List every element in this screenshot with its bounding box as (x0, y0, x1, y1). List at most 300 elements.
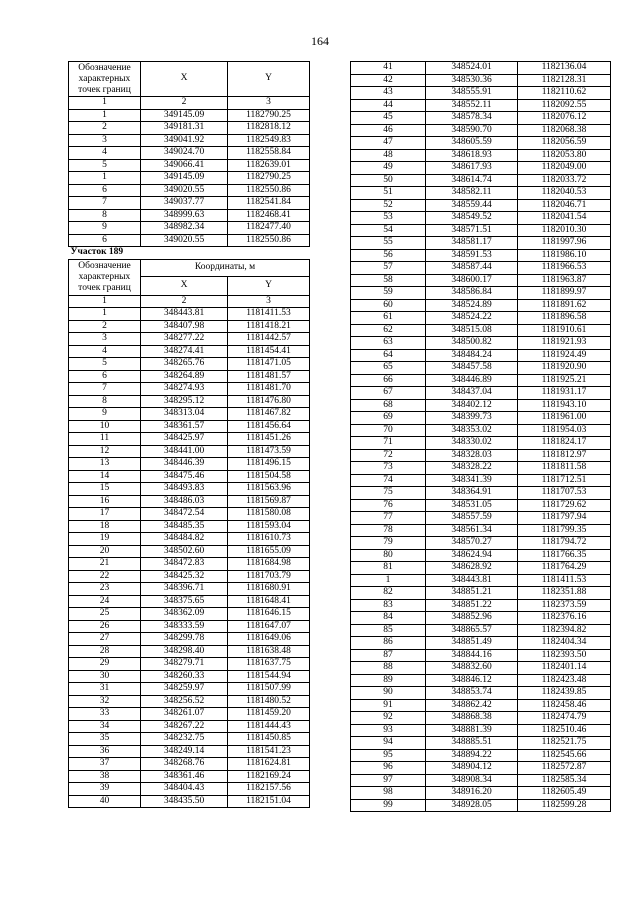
point-number-cell: 24 (69, 595, 141, 608)
y-coordinate-cell: 1182010.30 (518, 224, 611, 237)
table-row (69, 708, 310, 721)
y-coordinate-cell: 1182128.31 (518, 74, 611, 87)
point-number-cell: 19 (69, 533, 141, 546)
y-coordinate-cell: 1181655.09 (228, 545, 310, 558)
x-header: X (141, 276, 228, 295)
table-row (69, 383, 310, 396)
table-row (351, 124, 611, 137)
x-coordinate-cell: 348557.59 (426, 512, 518, 525)
y-coordinate-cell: 1182585.34 (518, 774, 611, 787)
table-row (351, 112, 611, 125)
point-number-cell: 38 (69, 770, 141, 783)
table-row (351, 187, 611, 200)
y-coordinate-cell: 1181684.98 (228, 558, 310, 571)
point-number-cell: 44 (351, 99, 426, 112)
table-row (351, 362, 611, 375)
table-row (351, 237, 611, 250)
point-number-cell: 3 (69, 134, 141, 147)
x-coordinate-cell: 348570.27 (426, 537, 518, 550)
x-coordinate-cell: 348274.93 (141, 383, 228, 396)
x-header: X (141, 62, 228, 97)
x-coordinate-cell: 348549.52 (426, 212, 518, 225)
x-coordinate-cell: 348524.89 (426, 299, 518, 312)
x-coordinate-cell: 348928.05 (426, 799, 518, 812)
column-number: 1 (69, 295, 141, 308)
table-row (351, 599, 611, 612)
x-coordinate-cell: 348279.71 (141, 658, 228, 671)
x-coordinate-cell: 348298.40 (141, 645, 228, 658)
y-coordinate-cell: 1182373.59 (518, 599, 611, 612)
table-row (69, 308, 310, 321)
x-coordinate-cell: 348261.07 (141, 708, 228, 721)
y-coordinate-cell: 1181891.62 (518, 299, 611, 312)
table-row (351, 699, 611, 712)
table-row (69, 620, 310, 633)
table-row (351, 749, 611, 762)
x-coordinate-cell: 348268.76 (141, 758, 228, 771)
x-coordinate-cell: 348407.98 (141, 320, 228, 333)
y-coordinate-cell: 1181794.72 (518, 537, 611, 550)
y-coordinate-cell: 1181471.05 (228, 358, 310, 371)
x-coordinate-cell: 348260.33 (141, 670, 228, 683)
x-coordinate-cell: 348299.78 (141, 633, 228, 646)
point-number-cell: 46 (351, 124, 426, 137)
x-coordinate-cell: 348852.96 (426, 612, 518, 625)
y-coordinate-cell: 1182599.28 (518, 799, 611, 812)
table-row (351, 349, 611, 362)
table-row (69, 109, 310, 122)
x-coordinate-cell: 348484.82 (141, 533, 228, 546)
table-row (69, 483, 310, 496)
point-number-cell: 88 (351, 662, 426, 675)
table-row (69, 495, 310, 508)
y-coordinate-cell: 1181504.58 (228, 470, 310, 483)
y-coordinate-cell: 1181569.87 (228, 495, 310, 508)
y-coordinate-cell: 1181481.70 (228, 383, 310, 396)
y-coordinate-cell: 1181797.94 (518, 512, 611, 525)
x-coordinate-cell: 348364.91 (426, 487, 518, 500)
y-coordinate-cell: 1181954.03 (518, 424, 611, 437)
y-coordinate-cell: 1182572.87 (518, 762, 611, 775)
y-coordinate-cell: 1181707.53 (518, 487, 611, 500)
x-coordinate-cell: 348328.22 (426, 462, 518, 475)
header-row (69, 62, 310, 97)
table-row (69, 122, 310, 135)
x-coordinate-cell: 348618.93 (426, 149, 518, 162)
x-coordinate-cell: 348341.39 (426, 474, 518, 487)
point-number-cell: 53 (351, 212, 426, 225)
x-coordinate-cell: 348264.89 (141, 370, 228, 383)
point-number-cell: 6 (69, 184, 141, 197)
x-coordinate-cell: 348982.34 (141, 222, 228, 235)
column-number-row (69, 97, 310, 110)
point-number-cell: 32 (69, 695, 141, 708)
table-row (69, 533, 310, 546)
point-number-cell: 6 (69, 370, 141, 383)
table-row (69, 645, 310, 658)
y-coordinate-cell: 1181638.48 (228, 645, 310, 658)
table-row (351, 74, 611, 87)
y-coordinate-cell: 1181480.52 (228, 695, 310, 708)
point-number-cell: 40 (69, 795, 141, 808)
point-number-cell: 47 (351, 137, 426, 150)
table-row (69, 758, 310, 771)
y-coordinate-cell: 1181712.51 (518, 474, 611, 487)
y-coordinate-cell: 1182076.12 (518, 112, 611, 125)
x-coordinate-cell: 348832.60 (426, 662, 518, 675)
right-table-body (351, 62, 611, 812)
point-number-cell: 80 (351, 549, 426, 562)
x-coordinate-cell: 348851.21 (426, 587, 518, 600)
x-coordinate-cell: 348277.22 (141, 333, 228, 346)
y-coordinate-cell: 1182110.62 (518, 87, 611, 100)
point-number-cell: 26 (69, 620, 141, 633)
x-coordinate-cell: 348256.52 (141, 695, 228, 708)
table-row (69, 433, 310, 446)
point-number-cell: 77 (351, 512, 426, 525)
point-number-cell: 63 (351, 337, 426, 350)
point-number-cell: 1 (69, 172, 141, 185)
point-number-cell: 3 (69, 333, 141, 346)
y-coordinate-cell: 1181811.58 (518, 462, 611, 475)
point-number-cell: 34 (69, 720, 141, 733)
point-number-cell: 85 (351, 624, 426, 637)
x-coordinate-cell: 348493.83 (141, 483, 228, 496)
point-number-cell: 62 (351, 324, 426, 337)
point-number-cell: 7 (69, 197, 141, 210)
y-coordinate-cell: 1181442.57 (228, 333, 310, 346)
x-coordinate-cell: 348404.43 (141, 783, 228, 796)
y-coordinate-cell: 1181411.53 (228, 308, 310, 321)
y-coordinate-cell: 1182056.59 (518, 137, 611, 150)
point-number-cell: 61 (351, 312, 426, 325)
y-coordinate-cell: 1181473.59 (228, 445, 310, 458)
x-coordinate-cell: 349181.31 (141, 122, 228, 135)
point-number-cell: 93 (351, 724, 426, 737)
table-row (69, 633, 310, 646)
table-row (69, 370, 310, 383)
x-coordinate-cell: 348484.24 (426, 349, 518, 362)
table-row (351, 474, 611, 487)
x-coordinate-cell: 348457.58 (426, 362, 518, 375)
y-coordinate-cell: 1181444.43 (228, 720, 310, 733)
table-row (351, 799, 611, 812)
x-coordinate-cell: 348328.03 (426, 449, 518, 462)
column-number: 2 (141, 295, 228, 308)
x-coordinate-cell: 348571.51 (426, 224, 518, 237)
point-number-cell: 76 (351, 499, 426, 512)
table-row (351, 224, 611, 237)
y-coordinate-cell: 1182401.14 (518, 662, 611, 675)
x-coordinate-cell: 348274.41 (141, 345, 228, 358)
table-row (69, 770, 310, 783)
y-coordinate-cell: 1182549.83 (228, 134, 310, 147)
point-number-cell: 70 (351, 424, 426, 437)
x-coordinate-cell: 348446.89 (426, 374, 518, 387)
table-row (351, 637, 611, 650)
point-number-cell: 75 (351, 487, 426, 500)
y-coordinate-cell: 1182157.56 (228, 783, 310, 796)
table-row (69, 197, 310, 210)
x-coordinate-cell: 348472.83 (141, 558, 228, 571)
x-coordinate-cell: 348552.11 (426, 99, 518, 112)
table-row (351, 449, 611, 462)
point-number-cell: 84 (351, 612, 426, 625)
point-number-cell: 72 (351, 449, 426, 462)
y-coordinate-cell: 1182041.54 (518, 212, 611, 225)
point-number-cell: 6 (69, 234, 141, 247)
point-number-cell: 5 (69, 358, 141, 371)
table-row (351, 374, 611, 387)
table-row (351, 774, 611, 787)
y-coordinate-cell: 1181799.35 (518, 524, 611, 537)
table-row (351, 99, 611, 112)
y-coordinate-cell: 1181593.04 (228, 520, 310, 533)
y-coordinate-cell: 1181646.15 (228, 608, 310, 621)
x-coordinate-cell: 348524.22 (426, 312, 518, 325)
table-row (69, 795, 310, 808)
coordinates-header: Координаты, м (141, 259, 310, 276)
table-row (69, 395, 310, 408)
table-row (351, 287, 611, 300)
x-coordinate-cell: 348402.12 (426, 399, 518, 412)
table-row (351, 312, 611, 325)
y-coordinate-cell: 1182046.71 (518, 199, 611, 212)
table-row (69, 172, 310, 185)
table-row (69, 558, 310, 571)
point-number-cell: 23 (69, 583, 141, 596)
column-number-row (69, 295, 310, 308)
point-number-cell: 59 (351, 287, 426, 300)
x-coordinate-cell: 349145.09 (141, 172, 228, 185)
y-coordinate-cell: 1181637.75 (228, 658, 310, 671)
y-coordinate-cell: 1181541.23 (228, 745, 310, 758)
table-row (351, 612, 611, 625)
table-row (69, 209, 310, 222)
x-coordinate-cell: 348555.91 (426, 87, 518, 100)
point-number-cell: 37 (69, 758, 141, 771)
point-number-cell: 96 (351, 762, 426, 775)
x-coordinate-cell: 348486.03 (141, 495, 228, 508)
point-number-cell: 90 (351, 687, 426, 700)
table-row (351, 249, 611, 262)
point-number-cell: 67 (351, 387, 426, 400)
table-row (351, 437, 611, 450)
y-coordinate-cell: 1181924.49 (518, 349, 611, 362)
point-number-cell: 12 (69, 445, 141, 458)
y-coordinate-cell: 1181467.82 (228, 408, 310, 421)
y-coordinate-cell: 1182550.86 (228, 184, 310, 197)
point-number-cell: 94 (351, 737, 426, 750)
table-row (69, 408, 310, 421)
left-table-body (69, 62, 310, 808)
y-coordinate-cell: 1182151.04 (228, 795, 310, 808)
x-coordinate-cell: 348531.05 (426, 499, 518, 512)
y-coordinate-cell: 1181963.87 (518, 274, 611, 287)
point-number-cell: 71 (351, 437, 426, 450)
table-row (351, 212, 611, 225)
table-row (69, 595, 310, 608)
y-coordinate-cell: 1181451.26 (228, 433, 310, 446)
point-number-cell: 79 (351, 537, 426, 550)
point-number-cell: 4 (69, 345, 141, 358)
point-number-cell: 56 (351, 249, 426, 262)
point-number-cell: 31 (69, 683, 141, 696)
x-coordinate-cell: 348894.22 (426, 749, 518, 762)
point-number-cell: 49 (351, 162, 426, 175)
table-row (351, 762, 611, 775)
designation-header: Обозначение характерных точек границ (69, 62, 141, 97)
point-number-cell: 1 (351, 574, 426, 587)
table-row (351, 199, 611, 212)
y-coordinate-cell: 1181764.29 (518, 562, 611, 575)
x-coordinate-cell: 348267.22 (141, 720, 228, 733)
y-coordinate-cell: 1181624.81 (228, 758, 310, 771)
point-number-cell: 68 (351, 399, 426, 412)
point-number-cell: 2 (69, 122, 141, 135)
y-coordinate-cell: 1181925.21 (518, 374, 611, 387)
y-coordinate-cell: 1182558.84 (228, 147, 310, 160)
point-number-cell: 20 (69, 545, 141, 558)
x-coordinate-cell: 348361.46 (141, 770, 228, 783)
y-coordinate-cell: 1181649.06 (228, 633, 310, 646)
point-number-cell: 39 (69, 783, 141, 796)
x-coordinate-cell: 348851.49 (426, 637, 518, 650)
y-coordinate-cell: 1181921.93 (518, 337, 611, 350)
y-coordinate-cell: 1182092.55 (518, 99, 611, 112)
x-coordinate-cell: 348437.04 (426, 387, 518, 400)
y-coordinate-cell: 1181454.41 (228, 345, 310, 358)
section-title: Участок 189 (69, 247, 310, 260)
x-coordinate-cell: 348435.50 (141, 795, 228, 808)
table-row (69, 458, 310, 471)
point-number-cell: 87 (351, 649, 426, 662)
section-title-row (69, 247, 310, 260)
y-coordinate-cell: 1181544.94 (228, 670, 310, 683)
point-number-cell: 66 (351, 374, 426, 387)
table-row (69, 720, 310, 733)
point-number-cell: 33 (69, 708, 141, 721)
point-number-cell: 14 (69, 470, 141, 483)
column-number: 3 (228, 97, 310, 110)
table-row (69, 445, 310, 458)
x-coordinate-cell: 348904.12 (426, 762, 518, 775)
x-coordinate-cell: 348865.57 (426, 624, 518, 637)
y-coordinate-cell: 1182393.50 (518, 649, 611, 662)
table-row (351, 624, 611, 637)
table-row (351, 424, 611, 437)
y-coordinate-cell: 1181812.97 (518, 449, 611, 462)
y-coordinate-cell: 1181647.07 (228, 620, 310, 633)
y-coordinate-cell: 1182169.24 (228, 770, 310, 783)
point-number-cell: 13 (69, 458, 141, 471)
y-coordinate-cell: 1182049.00 (518, 162, 611, 175)
table-row (69, 670, 310, 683)
point-number-cell: 18 (69, 520, 141, 533)
point-number-cell: 52 (351, 199, 426, 212)
y-coordinate-cell: 1181496.15 (228, 458, 310, 471)
x-coordinate-cell: 348425.32 (141, 570, 228, 583)
table-row (351, 499, 611, 512)
x-coordinate-cell: 348396.71 (141, 583, 228, 596)
x-coordinate-cell: 348362.09 (141, 608, 228, 621)
point-number-cell: 11 (69, 433, 141, 446)
x-coordinate-cell: 348908.34 (426, 774, 518, 787)
table-row (69, 520, 310, 533)
table-row (69, 345, 310, 358)
y-coordinate-cell: 1182458.46 (518, 699, 611, 712)
table-row (69, 184, 310, 197)
point-number-cell: 97 (351, 774, 426, 787)
y-coordinate-cell: 1182639.01 (228, 159, 310, 172)
y-coordinate-cell: 1181824.17 (518, 437, 611, 450)
table-row (351, 587, 611, 600)
table-row (351, 387, 611, 400)
x-coordinate-cell: 348530.36 (426, 74, 518, 87)
y-coordinate-cell: 1182605.49 (518, 787, 611, 800)
table-row (351, 62, 611, 75)
y-coordinate-cell: 1181580.08 (228, 508, 310, 521)
right-coordinates-table (350, 61, 611, 812)
y-coordinate-cell: 1181703.79 (228, 570, 310, 583)
point-number-cell: 54 (351, 224, 426, 237)
point-number-cell: 15 (69, 483, 141, 496)
x-coordinate-cell: 348614.74 (426, 174, 518, 187)
table-row (69, 420, 310, 433)
table-row (69, 583, 310, 596)
x-coordinate-cell: 348425.97 (141, 433, 228, 446)
y-coordinate-cell: 1181931.17 (518, 387, 611, 400)
x-coordinate-cell: 348515.08 (426, 324, 518, 337)
x-coordinate-cell: 348600.17 (426, 274, 518, 287)
x-coordinate-cell: 348502.60 (141, 545, 228, 558)
y-coordinate-cell: 1182068.38 (518, 124, 611, 137)
y-coordinate-cell: 1181680.91 (228, 583, 310, 596)
point-number-cell: 65 (351, 362, 426, 375)
x-coordinate-cell: 349066.41 (141, 159, 228, 172)
point-number-cell: 55 (351, 237, 426, 250)
table-row (351, 712, 611, 725)
y-coordinate-cell: 1182510.46 (518, 724, 611, 737)
y-coordinate-cell: 1181563.96 (228, 483, 310, 496)
table-row (351, 787, 611, 800)
table-row (69, 358, 310, 371)
y-coordinate-cell: 1182468.41 (228, 209, 310, 222)
y-coordinate-cell: 1181418.21 (228, 320, 310, 333)
x-coordinate-cell: 348361.57 (141, 420, 228, 433)
y-header: Y (228, 62, 310, 97)
table-row (351, 574, 611, 587)
y-coordinate-cell: 1181766.35 (518, 549, 611, 562)
y-coordinate-cell: 1182136.04 (518, 62, 611, 75)
x-coordinate-cell: 348353.02 (426, 424, 518, 437)
y-coordinate-cell: 1182404.34 (518, 637, 611, 650)
y-coordinate-cell: 1182790.25 (228, 172, 310, 185)
point-number-cell: 8 (69, 395, 141, 408)
table-row (69, 159, 310, 172)
point-number-cell: 25 (69, 608, 141, 621)
y-coordinate-cell: 1181943.10 (518, 399, 611, 412)
table-row (351, 524, 611, 537)
point-number-cell: 69 (351, 412, 426, 425)
point-number-cell: 50 (351, 174, 426, 187)
left-coordinates-table (68, 61, 310, 808)
table-row (351, 724, 611, 737)
y-coordinate-cell: 1181899.97 (518, 287, 611, 300)
x-coordinate-cell: 348446.39 (141, 458, 228, 471)
x-coordinate-cell: 349024.70 (141, 147, 228, 160)
table-row (69, 470, 310, 483)
